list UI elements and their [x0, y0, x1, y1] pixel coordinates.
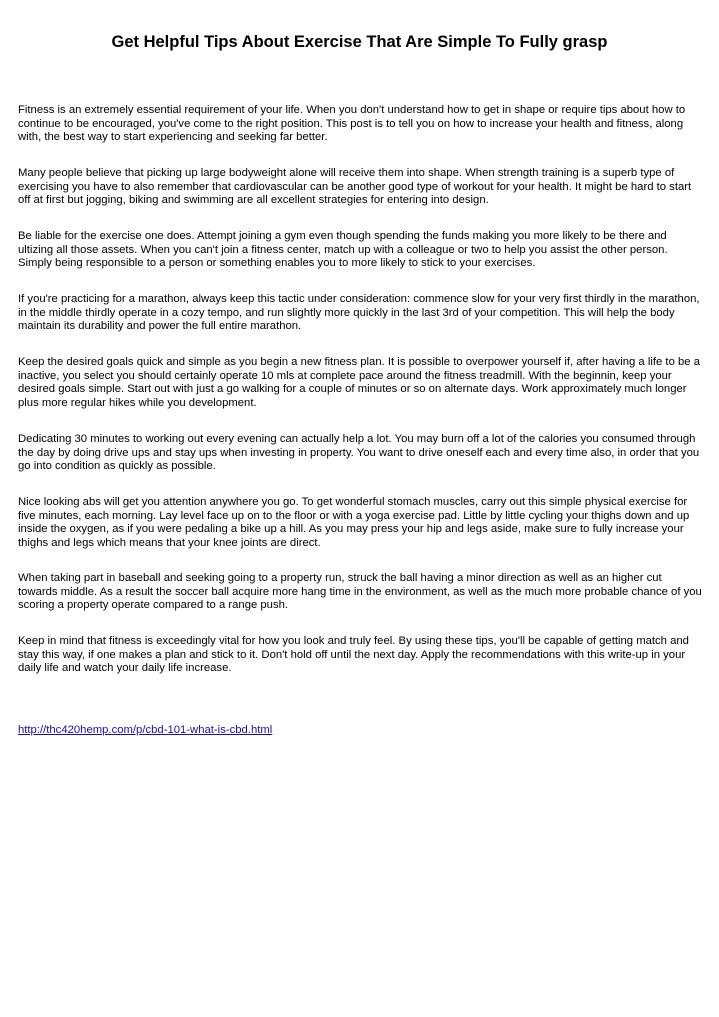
- paragraph-conclusion: Keep in mind that fitness is exceedingly vital for how you look and truly feel. By using these tips, you'll be capable of getting match and stay this way, if one makes a plan and stick to it. Don't hold off until the next day. Apply the recommendations with this write-up in your daily life and watch your daily life increase.: [18, 635, 689, 675]
- paragraph-marathon: If you're practicing for a marathon, always keep this tactic under consideration: commence slow for your very first thirdly in the marathon, in the middle thirdly operate in a cozy tempo, and run slightly more quickly in the last 3rd of your competition. This will help the body maintain its durability and power the full entire marathon.: [18, 293, 700, 333]
- paragraph-fitness-requirement: Fitness is an extremely essential requirement of your life. When you don't understand how to get in shape or require tips about how to continue to be encouraged, you've come to the right position. This post is to tell you on how to increase your health and fitness, along with, the best way to start experiencing and seeking far better.: [18, 104, 686, 144]
- paragraph-goals: Keep the desired goals quick and simple as you begin a new fitness plan. It is possible to overpower yourself if, after having a life to be a inactive, you select you should certainly operate 10 mls at complete pace around the fitness treadmill. With the beginnin, keep your desired goals simple. Start out with just a go walking for a couple of minutes or so on alternate days. Work approximately much longer plus more regular hikes while you development.: [18, 356, 700, 409]
- paragraph-abs: Nice looking abs will get you attention anywhere you go. To get wonderful stomach muscles, carry out this simple physical exercise for five minutes, each morning. Lay level face up on to the floor or with a yoga exercise pad. Little by little cycling your thighs down and up inside the oxygen, as if you were pedaling a bike up a hill. As you may press your hip and legs aside, make sure to fully increase your thighs and legs which means that your knee joints are direct.: [18, 496, 690, 549]
- document-title: Get Helpful Tips About Exercise That Are Simple To Fully grasp: [111, 33, 608, 51]
- paragraph-30-minutes: Dedicating 30 minutes to working out every evening can actually help a lot. You may burn off a lot of the calories you consumed through the day by doing drive ups and stay ups when investing in property. You want to drive oneself each and every time also, in order that you go into condition as quickly as possible.: [18, 433, 700, 473]
- paragraph-baseball: When taking part in baseball and seeking going to a property run, struck the ball having a minor direction as well as an higher cut towards middle. As a result the soccer ball acquire more hang time in the environment, as well as the much more probable chance of you scoring a property operate compared to a range push.: [18, 572, 702, 612]
- paragraph-liable: Be liable for the exercise one does. Attempt joining a gym even though spending the funds making you more likely to be there and ultizing all those assets. When you can't join a fitness center, match up with a colleague or two to help you assist the other person. Simply being responsible to a person or something enables you to more likely to stick to your exercises.: [18, 230, 668, 270]
- paragraph-bodyweight: Many people believe that picking up large bodyweight alone will receive them into shape. When strength training is a superb type of exercising you have to also remember that cardiovascular can be another good type of workout for your health. It might be hard to start off at first but jogging, biking and swimming are all excellent strategies for entering into design.: [18, 167, 692, 207]
- source-link[interactable]: http://thc420hemp.com/p/cbd-101-what-is-cbd.html: [18, 724, 273, 736]
